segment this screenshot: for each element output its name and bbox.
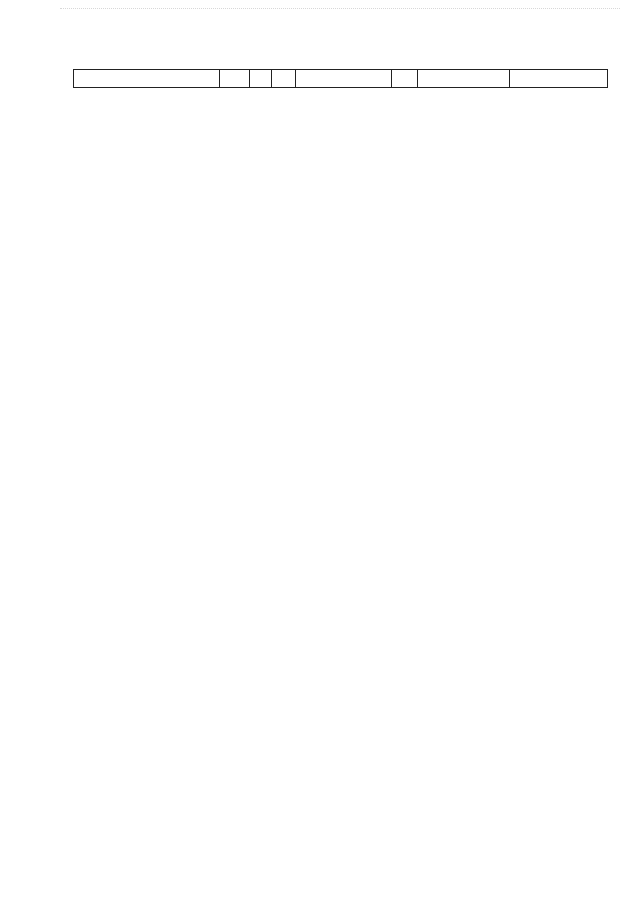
scan-noise: [60, 8, 620, 13]
column-header-2: [220, 70, 250, 87]
column-header-6: [392, 70, 418, 87]
column-header-7: [418, 70, 511, 87]
column-header-3: [250, 70, 272, 87]
table-header-row: [73, 69, 608, 88]
column-header-1: [74, 70, 220, 87]
column-header-8: [510, 70, 607, 87]
column-header-4: [272, 70, 296, 87]
column-header-5: [296, 70, 392, 87]
